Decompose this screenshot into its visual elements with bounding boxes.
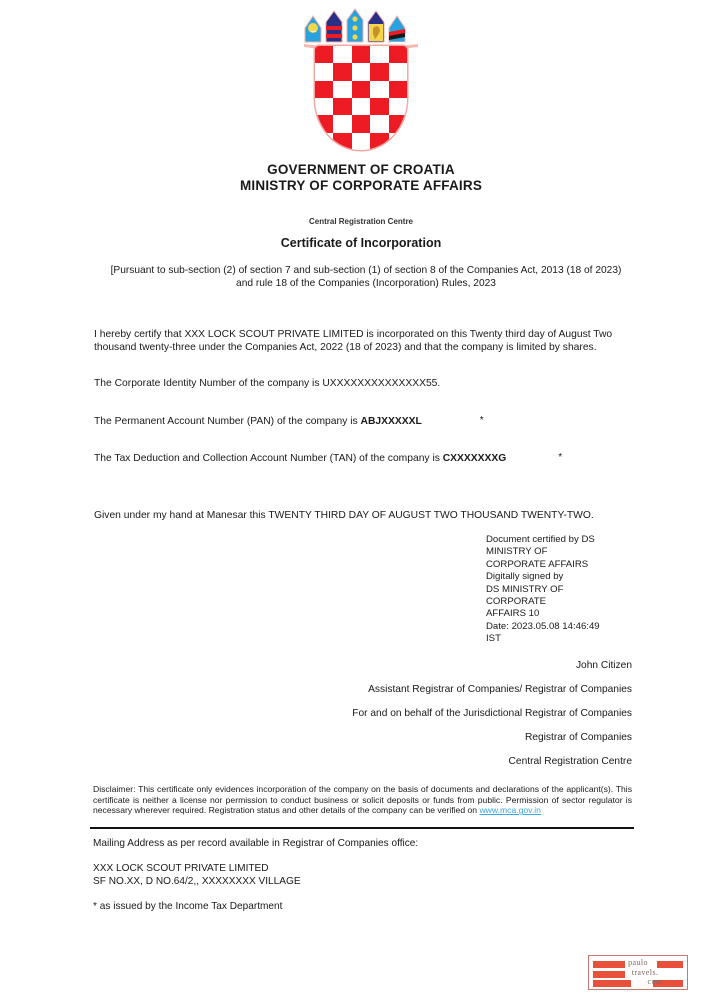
ministry-line: MINISTRY OF CORPORATE AFFAIRS <box>239 177 483 193</box>
dsc-line: AFFAIRS 10 <box>486 608 540 620</box>
dsc-line: DS MINISTRY OF <box>486 583 564 595</box>
tan-label: The Tax Deduction and Collection Account Number (TAN) of the company is <box>94 453 443 465</box>
paulo-travels-watermark <box>588 955 688 990</box>
pan-asterisk: * <box>479 414 484 426</box>
dsc-date: Date: 2023.05.08 14:46:49 <box>486 620 600 632</box>
certificate-title: Certificate of Incorporation <box>280 236 442 250</box>
given-under-hand: Given under my hand at Manesar this TWENTY THIRD DAY OF AUGUST TWO THOUSAND TWENTY-TWO. <box>94 510 594 521</box>
digital-signature-block <box>486 534 666 646</box>
signer-name: John Citizen <box>575 660 632 671</box>
spacer <box>93 850 632 863</box>
pan-value: ABJXXXXXL <box>360 415 422 427</box>
certify-paragraph <box>94 329 632 354</box>
tan-value: CXXXXXXXG <box>442 453 507 465</box>
pan-label: The Permanent Account Number (PAN) of the company is <box>94 415 361 427</box>
mailing-address-block <box>93 838 632 888</box>
address-line-2: SF NO.XX, D NO.64/2,, XXXXXXXX VILLAGE <box>93 875 301 887</box>
certify-pre-text: I hereby certify that <box>94 329 185 340</box>
horizontal-divider <box>90 827 634 829</box>
watermark-line-3: com <box>647 977 663 986</box>
dsc-line: MINISTRY OF <box>486 546 548 558</box>
signer-centre: Central Registration Centre <box>508 756 632 767</box>
pan-paragraph <box>94 415 632 429</box>
certificate-body <box>94 329 632 466</box>
certify-post-text: is incorporated on this Twenty third day of August Two thousand twenty-three under the Companies Act, 2022 (18 of 2023) and that the company is limited by shares. <box>94 329 613 353</box>
watermark-text <box>589 958 687 987</box>
dsc-line: Document certified by DS <box>486 534 595 545</box>
dsc-line: CORPORATE AFFAIRS <box>486 558 589 570</box>
checkerboard-shield <box>315 46 407 150</box>
signatory-block <box>90 660 632 768</box>
government-title <box>90 162 632 193</box>
watermark-line-2: travels. <box>631 967 659 977</box>
dsc-line: CORPORATE <box>486 596 547 608</box>
watermark-line-1: paulo <box>628 958 648 967</box>
disclaimer-body: Disclaimer: This certificate only evidences incorporation of the company on the basis of documents and declarations of the applicant(s). This certificate is neither a license nor permission to conduct business or solicit deposits or funds from public. Permission of sector regulator is necessary wherever required. Registration status and other details of the company can be verified on <box>93 784 632 816</box>
mca-website-link[interactable]: www.mca.gov.in <box>479 805 541 816</box>
office-subtitle: Central Registration Centre <box>308 217 414 226</box>
asterisk-note: * as issued by the Income Tax Department <box>93 901 283 912</box>
government-line: GOVERNMENT OF CROATIA <box>267 162 455 177</box>
coat-of-arms-of-croatia-icon <box>301 8 421 154</box>
signer-designation: Assistant Registrar of Companies/ Registrar of Companies <box>368 684 632 695</box>
cin-value: UXXXXXXXXXXXXXX55. <box>322 378 441 390</box>
disclaimer-text <box>93 784 632 816</box>
signer-on-behalf: For and on behalf of the Jurisdictional Registrar of Companies <box>352 708 632 719</box>
tan-asterisk: * <box>558 452 563 464</box>
tan-paragraph <box>94 452 632 466</box>
cin-paragraph <box>94 378 632 391</box>
mailing-label: Mailing Address as per record available in Registrar of Companies office: <box>93 838 419 849</box>
address-line-1: XXX LOCK SCOUT PRIVATE LIMITED <box>93 863 269 875</box>
signer-registrar: Registrar of Companies <box>524 732 632 743</box>
pursuant-clause: [Pursuant to sub-section (2) of section 7 and sub-section (1) of section 8 of the Companies Act, 2013 (18 of 2023) and rule 18 of the Companies (Incorporation) Rules, 2023 <box>110 265 622 289</box>
company-name: XXX LOCK SCOUT PRIVATE LIMITED <box>184 329 364 340</box>
cin-label: The Corporate Identity Number of the company is <box>94 378 323 390</box>
checkerboard-pattern <box>315 46 407 150</box>
dsc-line: Digitally signed by <box>486 571 564 583</box>
emblem-container <box>90 8 632 154</box>
dsc-timezone: IST <box>486 633 501 645</box>
